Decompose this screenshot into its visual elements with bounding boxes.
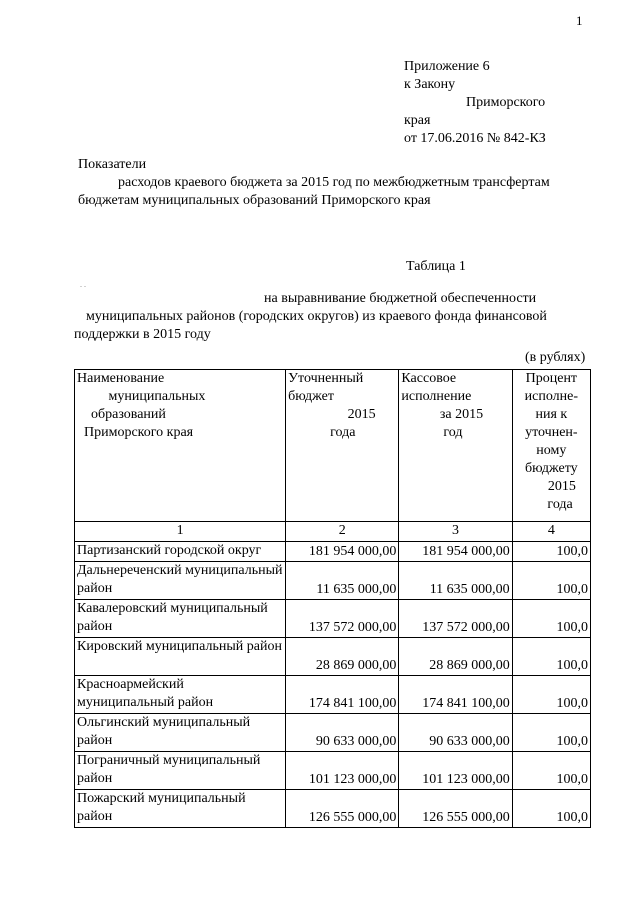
cell-name: Пограничный муниципальный район [75,752,286,790]
title-line: расходов краевого бюджета за 2015 год по межбюджетным трансфертам [118,175,550,190]
table-label: Таблица 1 [406,259,466,274]
cell-executed: 28 869 000,00 [399,638,512,676]
header-budget [286,370,399,522]
cell-percent: 100,0 [512,638,590,676]
appendix-line: к Закону [404,77,456,92]
table-row [75,600,591,638]
cell-executed: 137 572 000,00 [399,600,512,638]
cell-executed: 126 555 000,00 [399,790,512,828]
cell-percent: 100,0 [512,714,590,752]
cell-name: Кавалеровский муниципальный район [75,600,286,638]
cell-budget: 90 633 000,00 [286,714,399,752]
subtitle-line: поддержки в 2015 году [74,327,211,342]
cell-percent: 100,0 [512,790,590,828]
stray-dots: . . [80,280,86,289]
cell-percent: 100,0 [512,676,590,714]
appendix-line: Приморского [466,95,546,110]
table-row [75,790,591,828]
document-title [78,156,550,210]
cell-budget: 174 841 100,00 [286,676,399,714]
cell-name: Пожарский муниципальный район [75,790,286,828]
cell-percent: 100,0 [512,752,590,790]
page-number: 1 [576,13,583,28]
table-row [75,638,591,676]
col-number: 4 [512,522,590,542]
cell-name: Кировский муниципальный район [75,638,286,676]
subtitle-line: на выравнивание бюджетной обеспеченности [264,291,537,306]
table-header-row [75,370,591,522]
units-label: (в рублях) [525,350,586,365]
col-number: 2 [286,522,399,542]
cell-name: Ольгинский муниципальный район [75,714,286,752]
cell-percent: 100,0 [512,562,590,600]
column-numbers-row [75,522,591,542]
title-line: Показатели [78,157,147,172]
cell-executed: 174 841 100,00 [399,676,512,714]
col-number: 1 [75,522,286,542]
col-number: 3 [399,522,512,542]
cell-executed: 181 954 000,00 [399,542,512,562]
table-row [75,676,591,714]
header-percent-text: Процент исполне- ния к уточнен- ному бюджету 2015 года [524,371,579,512]
cell-budget: 137 572 000,00 [286,600,399,638]
cell-budget: 28 869 000,00 [286,638,399,676]
cell-budget: 101 123 000,00 [286,752,399,790]
cell-budget: 126 555 000,00 [286,790,399,828]
appendix-line: края [404,113,431,128]
cell-name: Красноармейский муниципальный район [75,676,286,714]
cell-percent: 100,0 [512,542,590,562]
cell-percent: 100,0 [512,600,590,638]
cell-executed: 11 635 000,00 [399,562,512,600]
table-row [75,714,591,752]
cell-budget: 11 635 000,00 [286,562,399,600]
header-name [75,370,286,522]
appendix-block [404,58,546,148]
cell-executed: 101 123 000,00 [399,752,512,790]
transfers-table [74,369,591,828]
cell-budget: 181 954 000,00 [286,542,399,562]
cell-executed: 90 633 000,00 [399,714,512,752]
header-budget-text: Уточненный бюджет 2015 года [288,371,376,440]
subtitle-line: муниципальных районов (городских округов) из краевого фонда финансовой [86,309,547,324]
appendix-line: от 17.06.2016 № 842-КЗ [404,131,546,146]
header-name-text: Наименование муниципальных образований Приморского края [77,371,206,440]
header-executed [399,370,512,522]
header-percent [512,370,590,522]
table-subtitle [74,290,547,344]
table-row [75,562,591,600]
appendix-line: Приложение 6 [404,59,490,74]
title-line: бюджетам муниципальных образований Приморского края [78,193,431,208]
table-row [75,752,591,790]
cell-name: Дальнереченский муниципальный район [75,562,286,600]
header-executed-text: Кассовое исполнение за 2015 год [401,371,484,440]
cell-name: Партизанский городской округ [75,542,286,562]
table-row [75,542,591,562]
